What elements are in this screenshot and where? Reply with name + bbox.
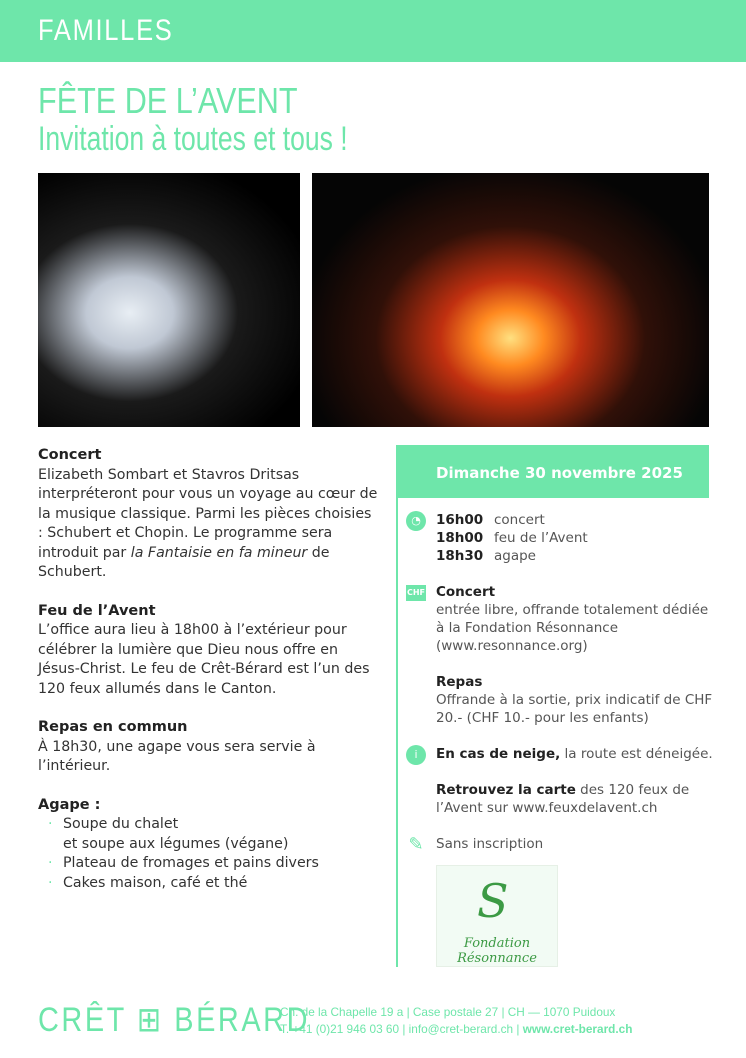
list-item-continued: et soupe aux légumes (végane) [63, 835, 289, 852]
info-box [396, 445, 713, 967]
concert-price: CHF Concert entrée libre, offrande totalement dédiée à la Fondation Résonnance (www.resonnance.org) [406, 584, 709, 654]
schedule-row: 18h30 agape [436, 548, 536, 564]
pianist-photo [38, 173, 300, 427]
concert-heading: Concert [38, 447, 102, 463]
page-subtitle: Invitation à toutes et tous ! [38, 120, 348, 158]
list-item: · Cakes maison, café et thé [48, 874, 378, 894]
page-title: FÊTE DE L’AVENT [38, 80, 298, 121]
map-info: Retrouvez la carte des 120 feux de l’Avent sur www.feuxdelavent.ch [436, 782, 690, 816]
schedule-row: 16h00 concert [436, 512, 545, 528]
concert-text: Elizabeth Sombart et Stavros Dritsas interpréteront pour vous un voyage au cœur de la musique classique. Parmi les pièces choisies : Schubert et Chopin. Le programme sera introduit par la Fantaisie en fa mineur de Schubert. [38, 466, 378, 580]
info-icon: i [406, 745, 426, 765]
repas-heading: Repas en commun [38, 719, 188, 735]
list-item: · Plateau de fromages et pains divers [48, 854, 378, 874]
category-label: FAMILLES [38, 14, 174, 47]
list-item: · Soupe du chalet [48, 815, 378, 835]
registration-info: ✎ Sans inscription [436, 835, 716, 853]
category-band [0, 0, 746, 62]
resonnance-logo: S Fondation Résonnance [436, 865, 558, 967]
agape-list [48, 815, 378, 893]
snow-info: i En cas de neige, la route est déneigée. [436, 745, 716, 763]
event-description [38, 446, 378, 893]
chf-icon: CHF [406, 585, 426, 601]
feu-heading: Feu de l’Avent [38, 602, 156, 619]
pencil-icon: ✎ [408, 834, 424, 855]
schedule [411, 511, 716, 565]
bonfire-photo [312, 173, 709, 427]
repas-price: Repas Offrande à la sortie, prix indicatif de CHF 20.- (CHF 10.- pour les enfants) [436, 674, 713, 726]
clock-icon: ◔ [406, 511, 426, 531]
feu-text: L’office aura lieu à 18h00 à l’extérieur pour célébrer la lumière que Dieu nous offre en Jésus-Christ. Le feu de Crêt-Bérard est l’un des 120 feux allumés dans le Canton. [38, 622, 370, 697]
cret-berard-logo: CRÊT ⊞ BÉRARD [38, 1001, 311, 1039]
repas-text: À 18h30, une agape vous sera servie à l’intérieur. [38, 738, 316, 774]
footer-address: Ch. de la Chapelle 19 a | Case postale 27 | CH — 1070 Puidoux T. +41 (0)21 946 03 60 | info@cret-berard.ch | www.cret-berard.ch [280, 1005, 633, 1036]
schedule-row: 18h00 feu de l’Avent [436, 530, 588, 546]
agape-heading: Agape : [38, 796, 101, 813]
website-link[interactable]: www.cret-berard.ch [522, 1022, 633, 1036]
event-date: Dimanche 30 novembre 2025 [398, 445, 709, 498]
